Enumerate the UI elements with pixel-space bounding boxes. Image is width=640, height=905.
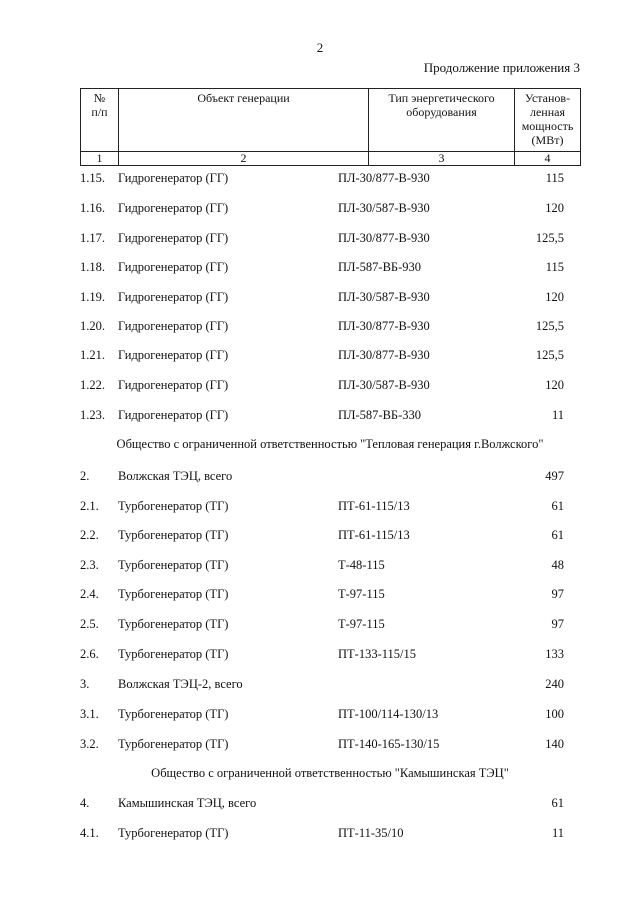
row-power: 120 [545,290,564,304]
row-number: 1.21. [80,348,105,362]
row-object: Турбогенератор (ТГ) [118,647,229,661]
row-power: 125,5 [535,348,564,362]
header-num-4: 4 [515,152,581,166]
table-row [80,676,580,692]
header-object: Объект генерации [119,89,369,152]
row-object: Турбогенератор (ТГ) [118,617,229,631]
row-power: 100 [545,707,564,721]
header-power: Установ- ленная мощность (МВт) [515,89,581,152]
row-type: Т-97-115 [338,617,385,631]
row-number: 1.19. [80,290,105,304]
section-title-volzhsky: Общество с ограниченной ответственностью "Тепловая генерация г.Волжского" [116,437,544,451]
row-power: 120 [545,378,564,392]
row-number: 1.15. [80,171,105,185]
row-object: Гидрогенератор (ГГ) [118,201,229,215]
row-power: 125,5 [535,231,564,245]
row-object: Турбогенератор (ТГ) [118,528,229,542]
row-type: ПТ-140-165-130/15 [338,737,440,751]
row-power: 48 [551,558,564,572]
row-power: 61 [551,499,564,513]
row-power: 125,5 [535,319,564,333]
table-row [80,527,580,543]
table-row [80,616,580,632]
table-row [80,377,580,393]
row-power: 61 [551,528,564,542]
page-number: 2 [316,40,324,55]
row-object: Гидрогенератор (ГГ) [118,319,229,333]
row-type: ПЛ-30/877-В-930 [338,319,430,333]
row-power: 115 [545,260,564,274]
row-object: Гидрогенератор (ГГ) [118,171,229,185]
header-num-3: 3 [369,152,515,166]
row-number: 1.17. [80,231,105,245]
row-number: 3.2. [80,737,99,751]
table-row [80,318,580,334]
table-row [80,407,580,423]
row-type: ПЛ-30/877-В-930 [338,348,430,362]
row-type: ПЛ-30/587-В-930 [338,201,430,215]
table-header [80,88,581,166]
row-power: 133 [545,647,564,661]
row-power: 120 [545,201,564,215]
row-type: ПЛ-587-ВБ-930 [338,260,422,274]
row-type: ПЛ-30/877-В-930 [338,171,430,185]
row-number: 2.5. [80,617,99,631]
row-object: Гидрогенератор (ГГ) [118,231,229,245]
table-row [80,230,580,246]
table-row [80,347,580,363]
row-type: ПТ-100/114-130/13 [338,707,439,721]
row-power: 497 [545,469,564,483]
row-number: 2.2. [80,528,99,542]
row-power: 97 [551,617,564,631]
row-object: Гидрогенератор (ГГ) [118,260,229,274]
header-num-1: 1 [81,152,119,166]
row-type: ПЛ-30/587-В-930 [338,378,430,392]
table-row [80,259,580,275]
row-type: ПЛ-587-ВБ-330 [338,408,422,422]
row-number: 1.16. [80,201,105,215]
section-title-kamyshin: Общество с ограниченной ответственностью "Камышинская ТЭЦ" [151,766,509,780]
table-row [80,736,580,752]
table-row [80,200,580,216]
row-type: ПЛ-30/587-В-930 [338,290,430,304]
row-object: Волжская ТЭЦ-2, всего [118,677,243,691]
row-object: Волжская ТЭЦ, всего [118,469,233,483]
row-number: 3. [80,677,90,691]
row-type: ПТ-133-115/15 [338,647,416,661]
row-object: Турбогенератор (ТГ) [118,826,229,840]
header-num-2: 2 [119,152,369,166]
row-number: 4.1. [80,826,99,840]
row-power: 115 [545,171,564,185]
row-power: 140 [545,737,564,751]
row-number: 3.1. [80,707,99,721]
row-object: Гидрогенератор (ГГ) [118,378,229,392]
table-row [80,706,580,722]
row-type: ПТ-61-115/13 [338,528,410,542]
row-object: Турбогенератор (ТГ) [118,707,229,721]
row-number: 1.23. [80,408,105,422]
row-number: 2. [80,469,90,483]
row-number: 1.18. [80,260,105,274]
table-row [80,170,580,186]
row-type: ПТ-11-35/10 [338,826,404,840]
table-row [80,825,580,841]
row-power: 11 [551,408,564,422]
row-number: 1.20. [80,319,105,333]
header-number: № п/п [81,89,119,152]
row-number: 2.3. [80,558,99,572]
table-row [80,646,580,662]
row-power: 240 [545,677,564,691]
row-number: 2.4. [80,587,99,601]
row-type: Т-48-115 [338,558,385,572]
row-object: Гидрогенератор (ГГ) [118,408,229,422]
table-row [80,795,580,811]
row-power: 11 [551,826,564,840]
header-equipment-type: Тип энергетического оборудования [369,89,515,152]
row-power: 61 [551,796,564,810]
row-object: Турбогенератор (ТГ) [118,499,229,513]
row-number: 4. [80,796,90,810]
row-object: Турбогенератор (ТГ) [118,587,229,601]
row-object: Гидрогенератор (ГГ) [118,348,229,362]
row-object: Турбогенератор (ТГ) [118,737,229,751]
row-type: ПТ-61-115/13 [338,499,410,513]
table-row [80,498,580,514]
table-row [80,289,580,305]
row-type: ПЛ-30/877-В-930 [338,231,430,245]
row-object: Гидрогенератор (ГГ) [118,290,229,304]
row-power: 97 [551,587,564,601]
table-row [80,586,580,602]
continuation-note: Продолжение приложения 3 [423,60,580,75]
row-number: 2.1. [80,499,99,513]
row-object: Турбогенератор (ТГ) [118,558,229,572]
row-number: 2.6. [80,647,99,661]
table-row [80,468,580,484]
table-row [80,557,580,573]
row-type: Т-97-115 [338,587,385,601]
row-number: 1.22. [80,378,105,392]
row-object: Камышинская ТЭЦ, всего [118,796,257,810]
